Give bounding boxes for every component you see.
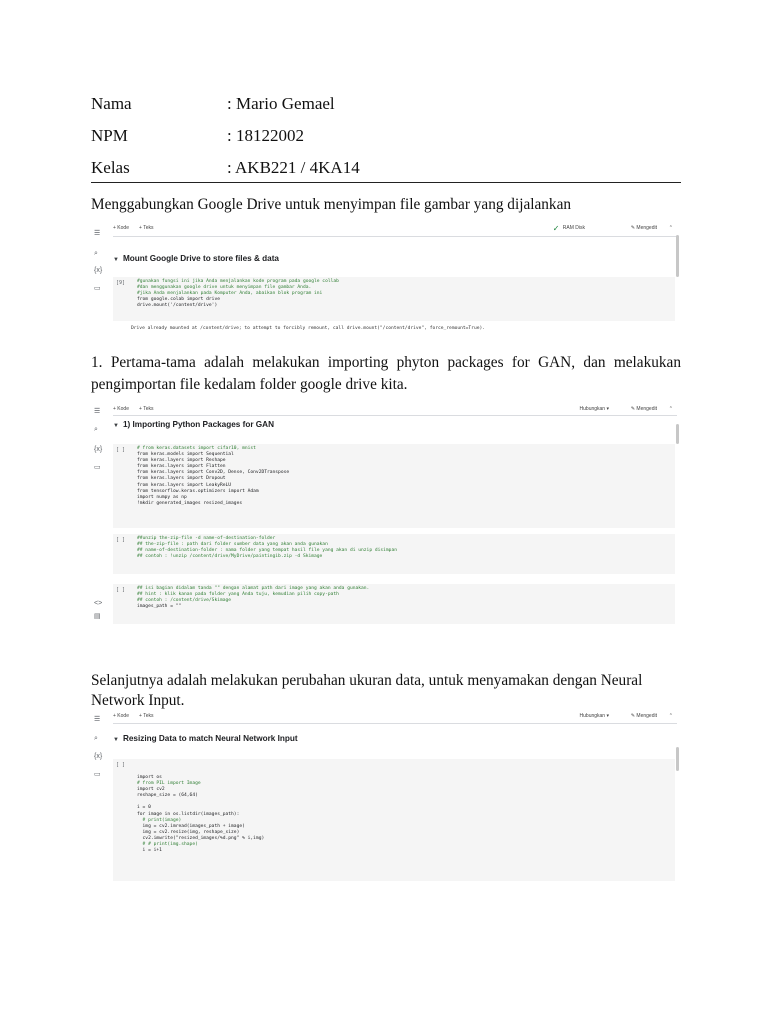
code-line: i = 0: [137, 805, 151, 811]
code-editor[interactable]: [137, 775, 264, 854]
toolbar-divider: [113, 723, 677, 724]
code-line: from keras.layers import Dropout: [137, 476, 226, 482]
code-line: img = cv2.resize(img, reshape_size): [137, 829, 240, 835]
code-cell[interactable]: [113, 277, 675, 321]
connect-button[interactable]: Hubungkan ▾: [579, 713, 609, 719]
code-line: # from keras.datasets import cifar10, mnist: [137, 446, 256, 451]
edit-mode-button[interactable]: [631, 713, 657, 719]
variables-icon[interactable]: {x}: [94, 753, 103, 760]
step2-line-b: Network Input.: [91, 692, 185, 709]
code-cell[interactable]: [113, 534, 675, 574]
kelas-label: Kelas: [91, 158, 130, 177]
edit-mode-button[interactable]: [631, 406, 657, 412]
add-text-button[interactable]: + Teks: [139, 225, 154, 231]
toolbar: [113, 223, 677, 235]
edit-label: Mengedit: [636, 713, 657, 719]
toc-icon[interactable]: ☰: [94, 408, 101, 415]
code-line: import cv2: [137, 787, 165, 793]
search-icon[interactable]: ⌕: [94, 250, 98, 257]
code-editor[interactable]: [137, 536, 397, 560]
side-rail: [91, 709, 107, 881]
step1-line-a: 1. Pertama-tama adalah melakukan importing phyton packages for GAN, dan melakukan: [91, 354, 681, 371]
pencil-icon: ✎: [630, 713, 637, 719]
code-line: ## hint : klik kanan pada folder yang Anda tuju, kemudian pilih copy-path: [137, 592, 339, 598]
ram-label: RAM: [562, 225, 574, 231]
intro-paragraph: Menggabungkan Google Drive untuk menyimpan file gambar yang dijalankan: [91, 196, 572, 213]
edit-label: Mengedit: [636, 406, 657, 412]
code-line: !mkdir generated_images resized_images: [137, 500, 243, 506]
toolbar-divider: [113, 236, 677, 237]
chevron-up-icon[interactable]: ⌃: [668, 225, 673, 231]
code-line: for image in os.listdir(images_path):: [137, 811, 240, 817]
colab-screenshot-imports: [91, 402, 681, 624]
code-snippets-icon[interactable]: <>: [94, 600, 103, 607]
toc-icon[interactable]: ☰: [94, 230, 101, 237]
folder-icon[interactable]: ▭: [94, 464, 101, 471]
variables-icon[interactable]: {x}: [94, 446, 103, 453]
nama-value: : Mario Gemael: [227, 94, 335, 113]
code-line: #gunakan fungsi ini jika Anda menjalankan kode program pada google collab: [137, 279, 339, 284]
code-line: from keras.layers import LeakyReLU: [137, 482, 232, 488]
code-line: import os: [137, 775, 162, 780]
chevron-down-icon: ▼: [113, 257, 119, 263]
code-line: images_path = "": [137, 604, 182, 610]
step1-line-b: pengimportan file kedalam folder google drive kita.: [91, 376, 408, 393]
code-line: from keras.layers import Flatten: [137, 464, 226, 470]
code-line: #jika Anda menjalankan pada Komputer Anda, abaikan blok program ini: [137, 291, 323, 297]
edit-mode-button[interactable]: [631, 225, 657, 231]
kelas-value: : AKB221 / 4KA14: [227, 158, 360, 177]
code-line: # print(image): [137, 817, 182, 823]
code-line: ##unzip the-zip-file -d name-of-destination-folder: [137, 536, 276, 541]
disk-label: Disk: [575, 225, 585, 231]
cell-run-indicator[interactable]: [ ]: [116, 587, 126, 593]
cell-run-indicator[interactable]: [ ]: [116, 762, 126, 768]
connect-label: Hubungkan: [579, 406, 606, 412]
section-header[interactable]: [113, 420, 677, 429]
code-line: from keras.layers import Reshape: [137, 458, 226, 464]
section-title: Mount Google Drive to store files & data: [122, 254, 279, 263]
code-line: reshape_size = (64,64): [137, 793, 198, 799]
header-rule: [91, 182, 681, 183]
code-line: ## name-of-destination-folder : nama folder yang tempat hasil file yang akan di unzip disimpan: [137, 548, 397, 554]
code-line: from keras.models import Sequential: [137, 452, 234, 458]
add-text-button[interactable]: + Teks: [139, 406, 154, 412]
section-header[interactable]: [113, 734, 677, 743]
code-line: # from PIL import Image: [137, 781, 201, 787]
resource-indicator[interactable]: [552, 224, 585, 233]
add-text-button[interactable]: + Teks: [139, 713, 154, 719]
chevron-down-icon: ▼: [113, 423, 119, 429]
folder-icon[interactable]: ▭: [94, 771, 101, 778]
npm-label: NPM: [91, 126, 128, 145]
code-cell[interactable]: [113, 584, 675, 624]
code-editor[interactable]: [137, 586, 369, 610]
code-editor[interactable]: [137, 279, 339, 309]
section-header[interactable]: [113, 254, 677, 263]
cell-run-indicator[interactable]: [ ]: [116, 537, 126, 543]
toolbar-divider: [113, 415, 677, 416]
code-cell[interactable]: [113, 444, 675, 528]
edit-label: Mengedit: [636, 225, 657, 231]
code-line: ## contoh : !unzip /content/drive/MyDrive/paintingib.zip -d Skimage: [137, 554, 323, 560]
terminal-icon[interactable]: ▤: [94, 613, 101, 620]
colab-screenshot-resize: [91, 709, 681, 881]
chevron-up-icon[interactable]: ⌃: [668, 406, 673, 412]
code-line: img = cv2.imread(images_path + image): [137, 823, 245, 829]
add-code-button[interactable]: + Kode: [113, 713, 129, 719]
code-line: from keras.layers import Conv2D, Dense, Conv2DTranspose: [137, 470, 290, 476]
chevron-up-icon[interactable]: ⌃: [668, 713, 673, 719]
connect-button[interactable]: Hubungkan ▾: [579, 406, 609, 412]
side-rail: [91, 221, 107, 343]
toolbar: [113, 711, 677, 723]
section-title: Resizing Data to match Neural Network Input: [122, 734, 298, 743]
connected-check-icon: ✓: [552, 224, 560, 233]
add-code-button[interactable]: + Kode: [113, 225, 129, 231]
code-line: i = i+1: [137, 848, 162, 854]
code-line: ## isi bagian didalam tanda "" dengan alamat path dari image yang akan anda gunakan.: [137, 586, 370, 591]
code-cell[interactable]: [113, 759, 675, 881]
code-line: ## contoh : /content/drive/Skimage: [137, 598, 232, 604]
npm-value: : 18122002: [227, 126, 304, 145]
code-line: #dan menggunakan google drive untuk menyimpan file gambar Anda.: [137, 285, 312, 291]
toc-icon[interactable]: ☰: [94, 716, 101, 723]
code-line: from tensorflow.keras.optimizers import Adam: [137, 488, 259, 494]
search-icon[interactable]: ⌕: [94, 735, 98, 742]
scrollbar[interactable]: [676, 747, 679, 771]
variables-icon[interactable]: {x}: [94, 267, 103, 274]
search-icon[interactable]: ⌕: [94, 426, 98, 433]
scrollbar[interactable]: [676, 424, 679, 444]
pencil-icon: ✎: [630, 225, 637, 231]
cell-run-indicator[interactable]: [ ]: [116, 447, 126, 453]
code-line: # # print(img.shape): [137, 842, 198, 848]
nama-label: Nama: [91, 94, 132, 113]
code-line: ## the-zip-file : path dari folder sumber data yang akan anda gunakan: [137, 542, 328, 548]
pencil-icon: ✎: [630, 406, 637, 412]
connect-label: Hubungkan: [579, 713, 606, 719]
colab-screenshot-mount: [91, 221, 681, 343]
section-title: 1) Importing Python Packages for GAN: [122, 420, 274, 429]
code-line: drive.mount('/content/drive'): [137, 303, 218, 309]
folder-icon[interactable]: ▭: [94, 285, 101, 292]
code-editor[interactable]: [137, 446, 289, 507]
code-line: cv2.imwrite("resized_images/%d.png" % i,img): [137, 835, 265, 841]
add-code-button[interactable]: + Kode: [113, 406, 129, 412]
cell-output: Drive already mounted at /content/drive; to attempt to forcibly remount, call drive.mount("/content/drive", force_remount=True).: [131, 326, 486, 331]
step2-line-a: Selanjutnya adalah melakukan perubahan ukuran data, untuk menyamakan dengan Neural: [91, 672, 643, 689]
code-line: import numpy as np: [137, 494, 187, 500]
side-rail: [91, 402, 107, 624]
code-line: from google.colab import drive: [137, 297, 220, 303]
scrollbar[interactable]: [676, 235, 679, 277]
chevron-down-icon: ▼: [113, 737, 119, 743]
cell-run-indicator[interactable]: [9]: [116, 280, 126, 286]
